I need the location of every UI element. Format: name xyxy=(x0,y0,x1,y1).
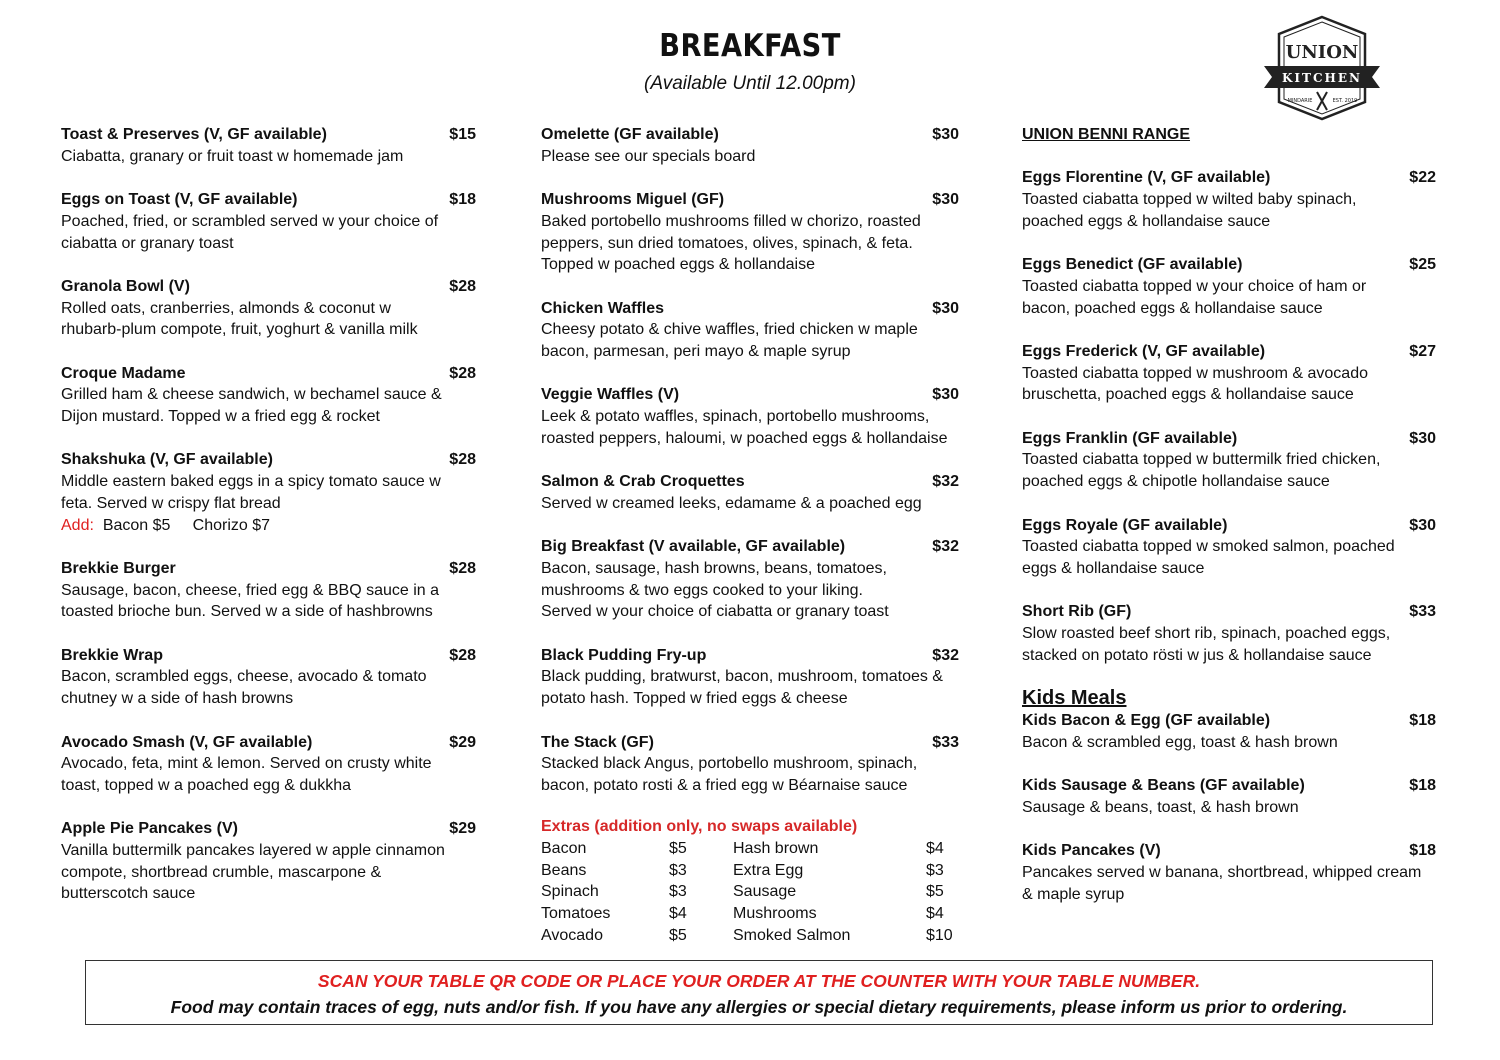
extra-name: Beans xyxy=(541,861,587,879)
menu-item xyxy=(1022,840,1436,905)
menu-item-name: Eggs Franklin (GF available) xyxy=(1022,429,1238,447)
menu-item xyxy=(61,189,476,254)
extra-name: Avocado xyxy=(541,926,603,944)
menu-item-price: $28 xyxy=(449,451,476,469)
menu-item-price: $30 xyxy=(1409,429,1436,447)
menu-item-price: $30 xyxy=(932,386,959,404)
menu-item-price: $30 xyxy=(1409,516,1436,534)
menu-item-name: Eggs Royale (GF available) xyxy=(1022,516,1228,534)
menu-item-name: Brekkie Burger xyxy=(61,559,176,577)
extra-name: Extra Egg xyxy=(733,861,804,879)
menu-item-name: Eggs Florentine (V, GF available) xyxy=(1022,169,1271,187)
menu-item-description: Slow roasted beef short rib, spinach, poached eggs, stacked on potato rösti w jus & hollandaise sauce xyxy=(1022,625,1391,664)
menu-item-description: Toasted ciabatta topped w mushroom & avocado bruschetta, poached eggs & hollandaise sauce xyxy=(1022,364,1368,404)
menu-item-header xyxy=(1022,341,1436,363)
menu-item xyxy=(61,449,476,536)
add-ons-items: Bacon $5 Chorizo $7 xyxy=(93,516,271,534)
menu-item xyxy=(61,124,476,167)
menu-item-description: Bacon, sausage, hash browns, beans, tomatoes, mushrooms & two eggs cooked to your liking. Served w your choice of ciabatta or granary toast xyxy=(541,559,889,621)
extra-name: Spinach xyxy=(541,883,599,901)
menu-item-header xyxy=(61,276,476,298)
menu-item xyxy=(61,732,476,797)
extra-price: $3 xyxy=(926,861,944,879)
menu-item-name: Eggs Frederick (V, GF available) xyxy=(1022,342,1266,360)
extra-price: $4 xyxy=(926,905,944,923)
menu-item-description: Toasted ciabatta topped w smoked salmon, poached eggs & hollandaise sauce xyxy=(1022,538,1395,577)
menu-item xyxy=(1022,428,1436,493)
menu-item-price: $28 xyxy=(449,559,476,577)
menu-item-header xyxy=(61,449,476,471)
extra-price: $3 xyxy=(669,861,687,879)
menu-item xyxy=(541,732,959,797)
footer-notice xyxy=(85,960,1433,1025)
menu-item-name: Black Pudding Fry-up xyxy=(541,646,707,664)
extra-price: $10 xyxy=(926,926,953,944)
menu-item-price: $32 xyxy=(932,473,959,491)
menu-item xyxy=(61,558,476,623)
menu-item-price: $30 xyxy=(932,299,959,317)
menu-item-price: $28 xyxy=(449,646,476,664)
menu-item-name: Kids Sausage & Beans (GF available) xyxy=(1022,777,1305,795)
menu-item-name: Croque Madame xyxy=(61,364,186,382)
menu-item-description: Sausage, bacon, cheese, fried egg & BBQ sauce in a toasted brioche bun. Served w a side of hashbrowns xyxy=(61,581,440,621)
menu-item-header xyxy=(61,558,476,580)
menu-item-name: Toast & Preserves (V, GF available) xyxy=(61,126,327,143)
menu-item-price: $27 xyxy=(1409,342,1436,360)
menu-item xyxy=(541,384,959,449)
menu-title: BREAKFAST xyxy=(659,28,841,64)
menu-item xyxy=(541,536,959,623)
menu-item-price: $32 xyxy=(932,538,959,556)
menu-item-description: Cheesy potato & chive waffles, fried chicken w maple bacon, parmesan, peri mayo & maple syrup xyxy=(541,321,918,360)
menu-item-description: Baked portobello mushrooms filled w chorizo, roasted peppers, sun dried tomatoes, olives, spinach, & feta. Topped w poached eggs & hollandaise xyxy=(541,212,921,274)
availability-subtitle: (Available Until 12.00pm) xyxy=(644,73,856,94)
menu-item-description: Sausage & beans, toast, & hash brown xyxy=(1022,798,1299,816)
menu-item-description: Pancakes served w banana, shortbread, whipped cream & maple syrup xyxy=(1022,864,1422,903)
logo-established-text: EST. 2019 xyxy=(1332,98,1358,104)
logo-kitchen-text: KITCHEN xyxy=(1282,71,1362,85)
menu-item-price: $28 xyxy=(449,364,476,382)
benni-range-title: UNION BENNI RANGE xyxy=(1022,126,1191,143)
extra-price: $5 xyxy=(926,883,944,901)
menu-item-price: $30 xyxy=(932,126,959,143)
menu-item-price: $30 xyxy=(932,191,959,209)
menu-item xyxy=(61,363,476,428)
menu-item-header xyxy=(1022,254,1436,276)
extra-price: $3 xyxy=(669,883,687,901)
menu-column-right xyxy=(1022,124,1436,927)
menu-item-price: $29 xyxy=(449,820,476,838)
menu-item xyxy=(61,645,476,710)
menu-item-description: Stacked black Angus, portobello mushroom, spinach, bacon, potato rosti & a fried egg w Béarnaise sauce xyxy=(541,755,918,794)
menu-item-description: Please see our specials board xyxy=(541,147,756,165)
menu-item-price: $15 xyxy=(449,126,476,143)
extra-name: Sausage xyxy=(733,883,797,901)
extras-table xyxy=(541,838,959,947)
menu-item xyxy=(541,298,959,363)
menu-item-name: The Stack (GF) xyxy=(541,733,654,751)
menu-item-name: Kids Pancakes (V) xyxy=(1022,842,1161,860)
menu-item-description: Middle eastern baked eggs in a spicy tomato sauce w feta. Served w crispy flat bread xyxy=(61,473,441,512)
menu-item-name: Veggie Waffles (V) xyxy=(541,386,680,404)
menu-item-price: $32 xyxy=(932,646,959,664)
extra-name: Bacon xyxy=(541,840,587,858)
menu-item xyxy=(1022,775,1436,818)
menu-item-price: $25 xyxy=(1409,256,1436,274)
menu-item xyxy=(1022,341,1436,406)
order-instruction: SCAN YOUR TABLE QR CODE OR PLACE YOUR ORDER AT THE COUNTER WITH YOUR TABLE NUMBER. xyxy=(317,971,1201,991)
menu-item-name: Salmon & Crab Croquettes xyxy=(541,473,745,491)
menu-item xyxy=(1022,167,1436,232)
menu-item-name: Chicken Waffles xyxy=(541,299,664,317)
menu-item-price: $18 xyxy=(1409,712,1436,730)
menu-item-header xyxy=(1022,601,1436,623)
add-ons-line xyxy=(61,515,476,537)
menu-item-name: Avocado Smash (V, GF available) xyxy=(61,733,313,751)
menu-item-description: Toasted ciabatta topped w buttermilk fried chicken, poached eggs & chipotle hollandaise sauce xyxy=(1022,451,1381,491)
extra-name: Tomatoes xyxy=(541,905,611,923)
menu-item xyxy=(541,471,959,514)
union-kitchen-logo xyxy=(1262,14,1382,122)
menu-item-name: Omelette (GF available) xyxy=(541,126,719,143)
menu-item-description: Vanilla buttermilk pancakes layered w apple cinnamon compote, shortbread crumble, mascarpone & butterscotch sauce xyxy=(61,842,445,903)
menu-item-name: Eggs Benedict (GF available) xyxy=(1022,256,1243,274)
menu-item-price: $18 xyxy=(449,191,476,209)
menu-item-name: Mushrooms Miguel (GF) xyxy=(541,191,725,209)
extra-price: $4 xyxy=(669,905,687,923)
menu-item-name: Eggs on Toast (V, GF available) xyxy=(61,191,298,209)
menu-item xyxy=(61,276,476,341)
menu-item-header xyxy=(1022,167,1436,189)
menu-item-header xyxy=(61,732,476,754)
menu-item-header xyxy=(61,818,476,840)
menu-item-name: Short Rib (GF) xyxy=(1022,603,1132,621)
menu-item-header xyxy=(61,363,476,385)
extra-price: $5 xyxy=(669,840,687,858)
menu-item xyxy=(541,124,959,167)
menu-item xyxy=(541,645,959,710)
menu-item-name: Granola Bowl (V) xyxy=(61,277,190,295)
menu-item xyxy=(1022,254,1436,319)
kids-meals-title: Kids Meals xyxy=(1022,687,1127,710)
menu-item-price: $33 xyxy=(1409,603,1436,621)
menu-item-header xyxy=(1022,515,1436,537)
menu-item-description: Rolled oats, cranberries, almonds & coconut w rhubarb-plum compote, fruit, yoghurt & vanilla milk xyxy=(61,299,418,339)
menu-item xyxy=(1022,515,1436,580)
menu-item-price: $33 xyxy=(932,733,959,751)
extra-name: Smoked Salmon xyxy=(733,926,851,944)
menu-item-description: Bacon, scrambled eggs, cheese, avocado & tomato chutney w a side of hash browns xyxy=(61,668,427,708)
extra-price: $4 xyxy=(926,840,944,858)
menu-item-name: Big Breakfast (V available, GF available) xyxy=(541,538,846,556)
logo-location-text: MINDARIE xyxy=(1287,98,1313,104)
menu-item xyxy=(541,189,959,276)
menu-item-description: Poached, fried, or scrambled served w your choice of ciabatta or granary toast xyxy=(61,212,439,252)
menu-item-price: $18 xyxy=(1409,777,1436,795)
menu-item-header xyxy=(541,536,959,558)
menu-item-header xyxy=(1022,710,1436,732)
logo-union-text: UNION xyxy=(1285,42,1359,63)
menu-item-description: Served w creamed leeks, edamame & a poached egg xyxy=(541,494,922,512)
menu-item xyxy=(61,818,476,905)
menu-item-price: $28 xyxy=(449,277,476,295)
extra-name: Mushrooms xyxy=(733,905,817,923)
menu-item-header xyxy=(1022,840,1436,862)
menu-item-header xyxy=(541,384,959,406)
menu-item-header xyxy=(541,298,959,320)
menu-item-header xyxy=(541,732,959,754)
menu-item-price: $18 xyxy=(1409,842,1436,860)
menu-item-description: Ciabatta, granary or fruit toast w homemade jam xyxy=(61,147,404,165)
extra-price: $5 xyxy=(669,926,687,944)
menu-item-description: Toasted ciabatta topped w wilted baby spinach, poached eggs & hollandaise sauce xyxy=(1022,191,1357,230)
add-ons-label: Add: xyxy=(61,516,94,534)
menu-item-header xyxy=(541,124,959,146)
menu-item-name: Kids Bacon & Egg (GF available) xyxy=(1022,712,1271,730)
menu-item-description: Avocado, feta, mint & lemon. Served on crusty white toast, topped w a poached egg & dukkha xyxy=(61,755,432,794)
menu-item-header xyxy=(1022,428,1436,450)
extra-name: Hash brown xyxy=(733,840,819,858)
menu-item-header xyxy=(541,471,959,493)
menu-item xyxy=(1022,601,1436,666)
menu-item-header xyxy=(61,189,476,211)
menu-item-name: Apple Pie Pancakes (V) xyxy=(61,820,238,838)
menu-item-header xyxy=(61,124,476,146)
menu-item-description: Black pudding, bratwurst, bacon, mushroom, tomatoes & potato hash. Topped w fried eggs & cheese xyxy=(541,668,943,708)
extras-title: Extras (addition only, no swaps available) xyxy=(541,818,858,836)
menu-item-price: $29 xyxy=(449,733,476,751)
menu-item-name: Shakshuka (V, GF available) xyxy=(61,451,273,469)
menu-item-description: Toasted ciabatta topped w your choice of ham or bacon, poached eggs & hollandaise sauce xyxy=(1022,277,1367,317)
menu-item-header xyxy=(1022,775,1436,797)
menu-item-description: Bacon & scrambled egg, toast & hash brown xyxy=(1022,733,1338,751)
menu-column-left xyxy=(61,124,476,927)
menu-item-description: Leek & potato waffles, spinach, portobello mushrooms, roasted peppers, haloumi, w poached eggs & hollandaise xyxy=(541,408,948,447)
menu-item-price: $22 xyxy=(1409,169,1436,187)
menu-item-header xyxy=(541,645,959,667)
menu-column-middle xyxy=(541,124,959,947)
menu-item xyxy=(1022,710,1436,753)
menu-item-name: Brekkie Wrap xyxy=(61,646,163,664)
allergy-notice: Food may contain traces of egg, nuts and/or fish. If you have any allergies or special dietary requirements, please inform us prior to ordering. xyxy=(170,997,1348,1017)
menu-item-header xyxy=(541,189,959,211)
menu-item-description: Grilled ham & cheese sandwich, w bechamel sauce & Dijon mustard. Topped w a fried egg & rocket xyxy=(61,386,442,426)
menu-item-header xyxy=(61,645,476,667)
